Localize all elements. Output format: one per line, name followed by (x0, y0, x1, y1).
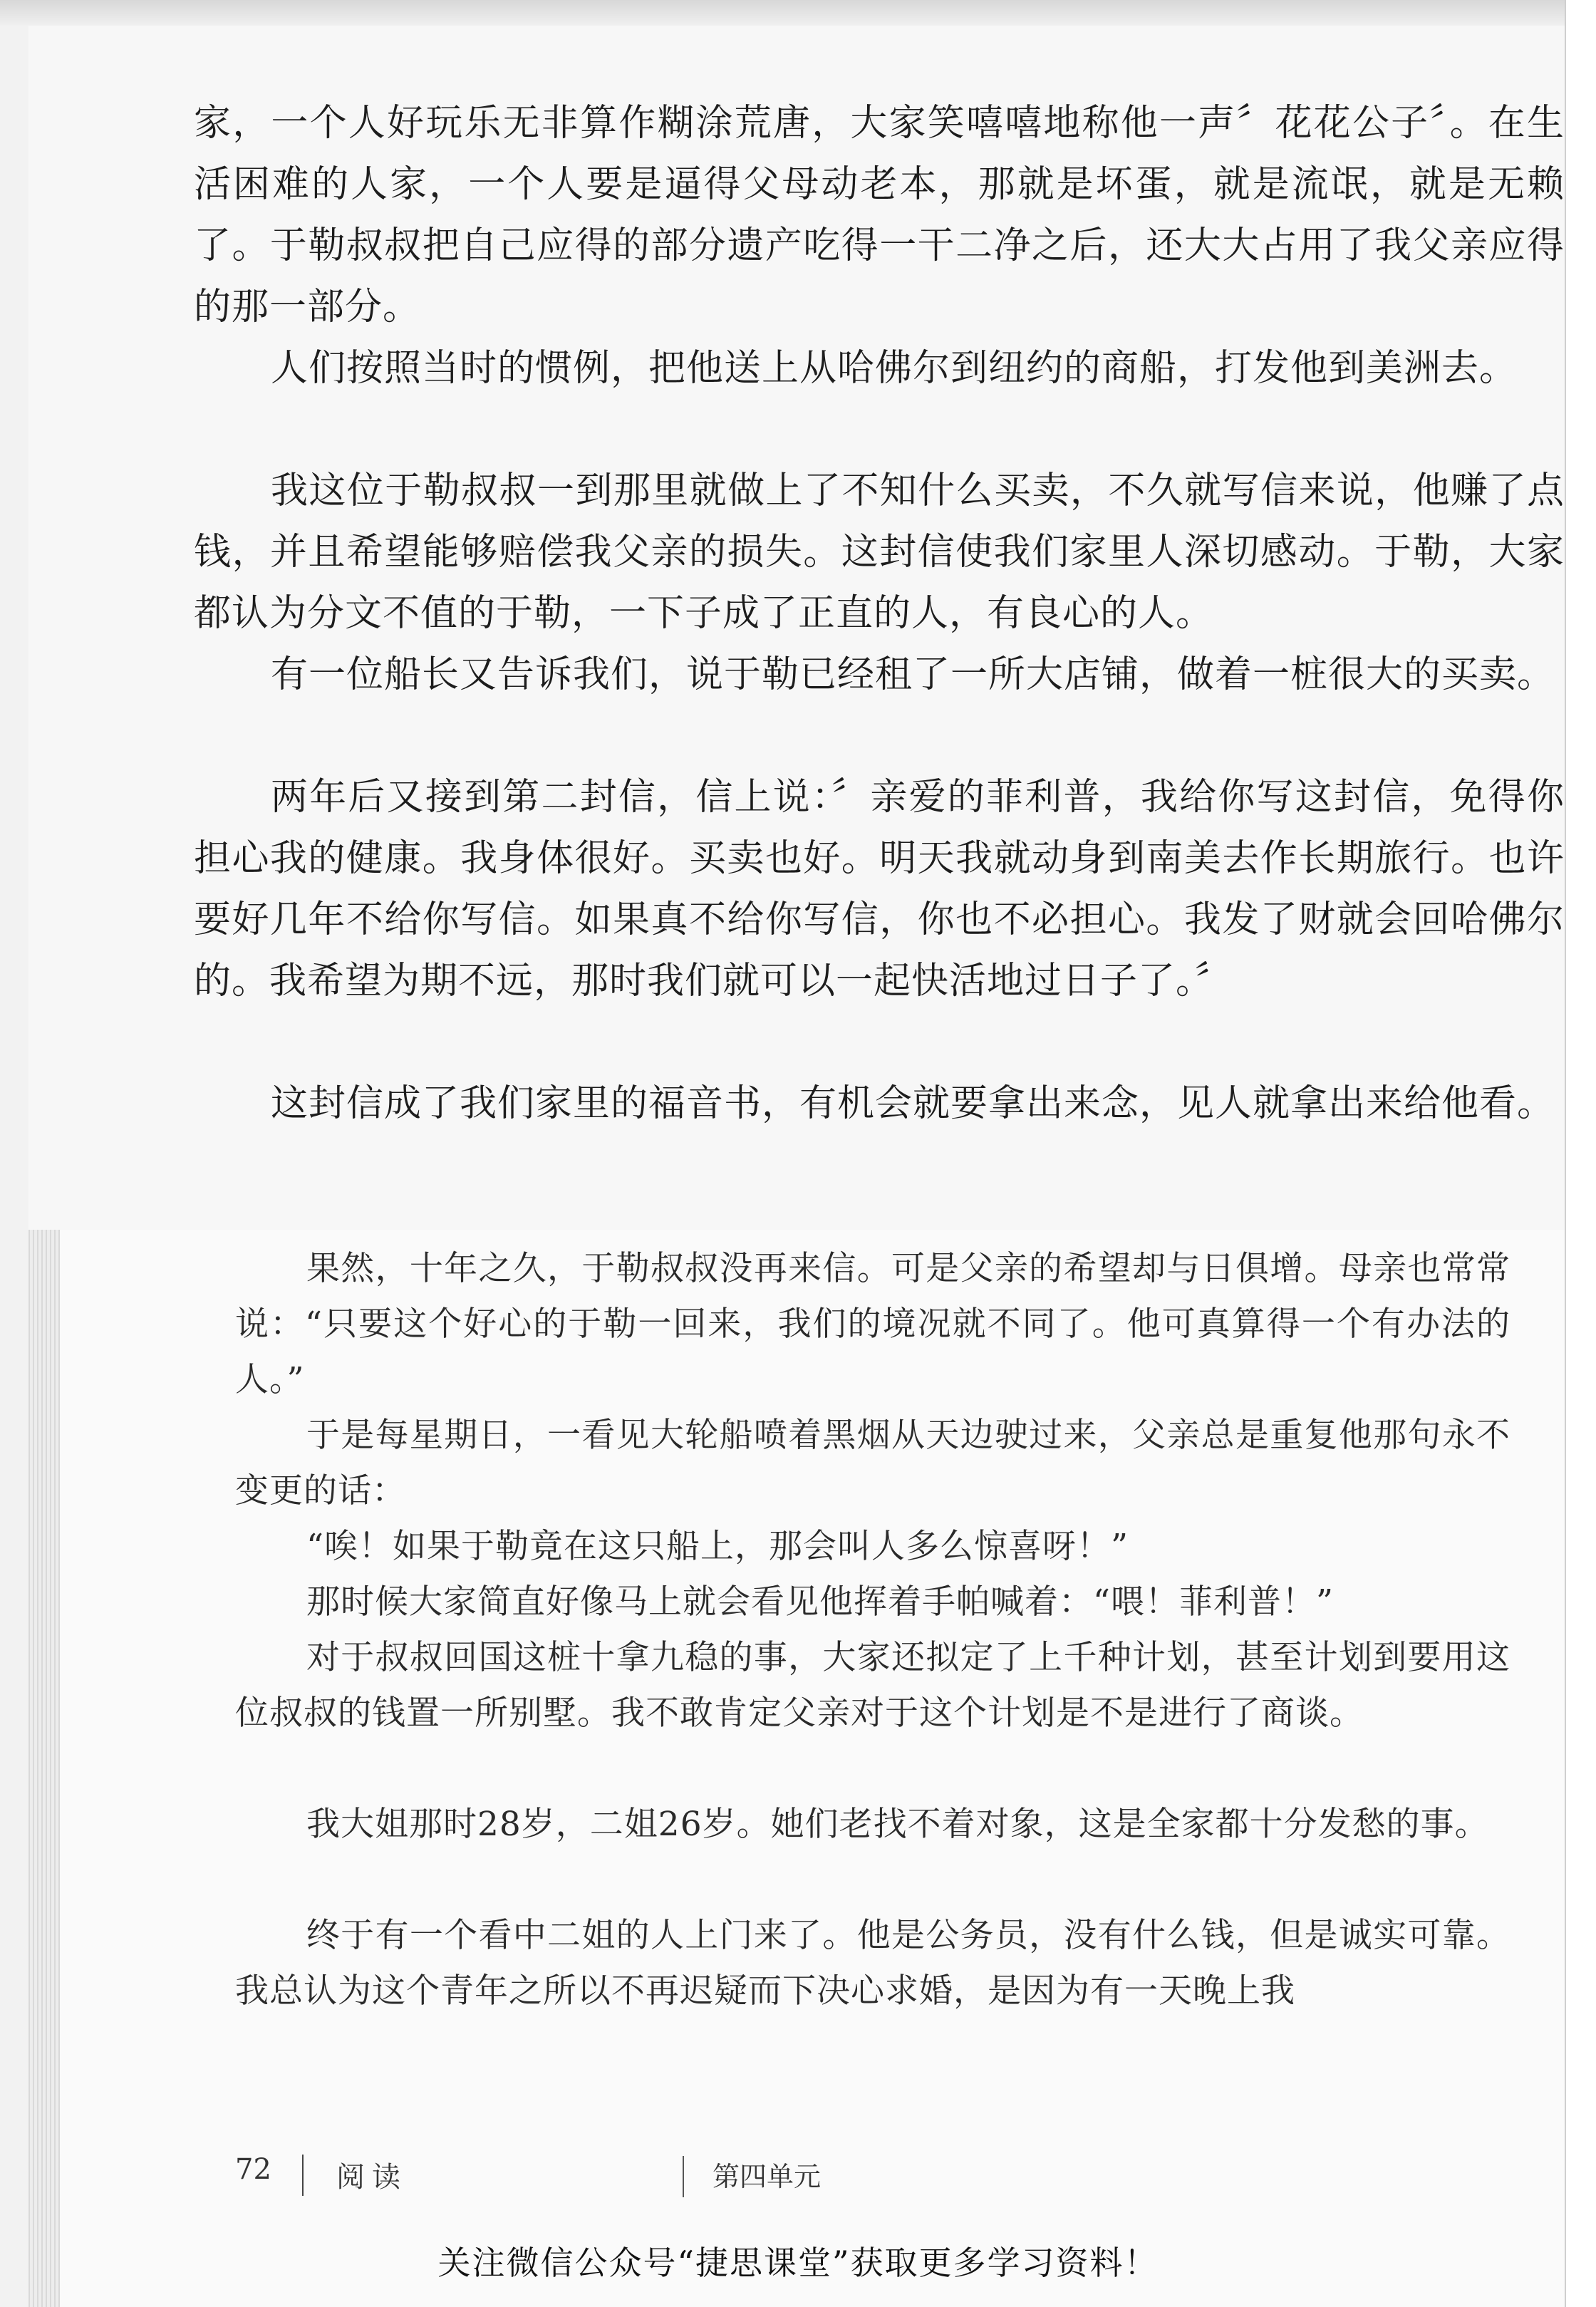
lower-paragraph-1: 果然，十年之久，于勒叔叔没再来信。可是父亲的希望却与日俱增。母亲也常常说：“只要这个好心的于勒一回来，我们的境况就不同了。他可真算得一个有办法的人。” (235, 1249, 1510, 1399)
upper-paragraph-3: 我这位于勒叔叔一到那里就做上了不知什么买卖，不久就写信来说，他赚了点钱，并且希望能够赔偿我父亲的损失。这封信使我们家里人深切感动。于勒，大家都认为分文不值的于勒，一下子成了正直的人，有良心的人。 (194, 470, 1565, 635)
upper-paragraph-1: 家，一个人好玩乐无非算作糊涂荒唐，大家笑嘻嘻地称他一声〞花花公子〞。在生活困难的人家，一个人要是逼得父母动老本，那就是坏蛋，就是流氓，就是无赖了。于勒叔叔把自己应得的部分遗产吃得一干二净之后，还大大占用了我父亲应得的那一部分。 (194, 102, 1565, 328)
upper-paragraph-5: 两年后又接到第二封信，信上说：〞亲爱的菲利普，我给你写这封信，免得你担心我的健康。我身体很好。买卖也好。明天我就动身到南美去作长期旅行。也许要好几年不给你写信。如果真不给你写信，你也不必担心。我发了财就会回哈佛尔的。我希望为期不远，那时我们就可以一起快活地过日子了。〞 (194, 776, 1565, 1002)
page-top-shadow (0, 0, 1596, 26)
right-page-edge (1565, 0, 1596, 2307)
upper-paragraph-2: 人们按照当时的惯例，把他送上从哈佛尔到纽约的商船，打发他到美洲去。 (271, 347, 1518, 390)
footer-section-label: 阅读 (336, 2161, 408, 2194)
book-page-edges (28, 1230, 60, 2307)
lower-paragraph-6: 我大姐那时28岁，二姐26岁。她们老找不着对象，这是全家都十分发愁的事。 (306, 1805, 1489, 1844)
promo-banner-text: 关注微信公众号“捷思课堂”获取更多学习资料！ (437, 2244, 1159, 2282)
lower-paragraph-5: 对于叔叔回国这桩十拿九稳的事，大家还拟定了上千种计划，甚至计划到要用这位叔叔的钱置一所别墅。我不敢肯定父亲对于这个计划是不是进行了商谈。 (235, 1638, 1510, 1733)
upper-paragraph-6: 这封信成了我们家里的福音书，有机会就要拿出来念，见人就拿出来给他看。 (271, 1082, 1555, 1125)
lower-paragraph-7: 终于有一个看中二姐的人上门来了。他是公务员，没有什么钱，但是诚实可靠。我总认为这个青年之所以不再迟疑而下决心求婚，是因为有一天晚上我 (235, 1916, 1510, 2011)
lower-paragraph-4: 那时候大家简直好像马上就会看见他挥着手帕喊着：“喂！菲利普！” (306, 1582, 1335, 1622)
lower-paragraph-3: “唉！如果于勒竟在这只船上，那会叫人多么惊喜呀！” (306, 1527, 1129, 1566)
footer-divider (302, 2155, 304, 2196)
page-number: 72 (235, 2153, 271, 2186)
footer-unit-label: 第四单元 (712, 2161, 822, 2192)
footer-divider (683, 2156, 684, 2197)
lower-paragraph-2: 于是每星期日，一看见大轮船喷着黑烟从天边驶过来，父亲总是重复他那句永不变更的话： (235, 1416, 1510, 1510)
upper-paragraph-4: 有一位船长又告诉我们，说于勒已经租了一所大店铺，做着一桩很大的买卖。 (271, 653, 1555, 696)
